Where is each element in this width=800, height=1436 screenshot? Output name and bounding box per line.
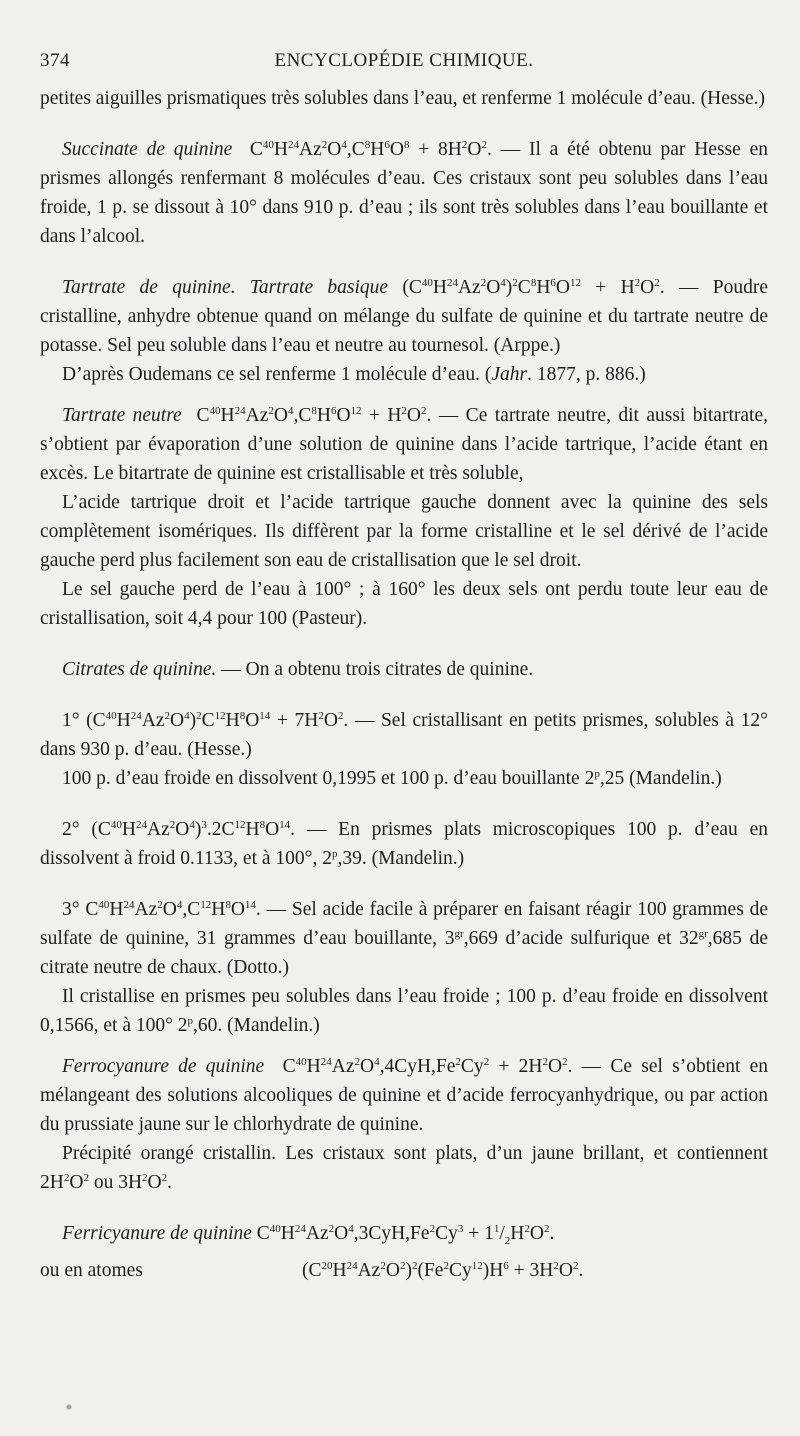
page-body [40,84,768,1285]
paragraph-succinate: Succinate de quinine $C^{40}H^{24}Az^2O^4,C^8H^6O^8 + 8H^2O^2$. — Il a été obtenu par Hesse en prismes allongés renfermant 8 molécules d’eau. Ces cristaux sont peu solubles dans l’eau froide, 1 p. se dissout à 10° dans 910 p. d’eau ; ils sont très solubles dans l’eau bouillante et dans l’alcool. [40,139,768,247]
formula-citrate-1: $(C^{40}H^{24}Az^2O^4)^2C^{12}H^8O^{14} + 7H^2O^2$ [86,710,344,731]
heading-tartrate-basique: Tartrate de quinine. Tartrate basique [62,277,389,298]
formula-tartrate-basique: $(C^{40}H^{24}Az^2O^4)^2C^8H^6O^{12} + H^2O^2$ [402,277,660,298]
formula-ferricyanure: $C^{40}H^{24}Az^2O^4,3CyH,Fe^2Cy^3 + 1^1/_2H^2O^2$. [256,1223,555,1247]
paragraph-citrates: Citrates de quinine. — On a obtenu trois citrates de quinine. [62,659,534,680]
formula-succinate: $C^{40}H^{24}Az^2O^4,C^8H^6O^8 + 8H^2O^2$ [249,139,487,160]
heading-tartrate-neutre: Tartrate neutre [62,405,182,426]
heading-ferrocyanure: Ferrocyanure de quinine [62,1056,265,1077]
page-header [40,50,768,76]
ink-speck [62,1400,76,1414]
paragraph-tartrate-neutre: Tartrate neutre $C^{40}H^{24}Az^2O^4,C^8H^6O^{12} + H^2O^2$. — Ce tartrate neutre, dit aussi bitartrate, s’obtient par évaporation d’une solution de quinine dans l’acide tartrique, l’acide étant en excès. Le bitartrate de quinine est cristallisable et très soluble, [40,405,768,484]
paragraph-sel-gauche: Le sel gauche perd de l’eau à 100° ; à 160° les deux sels ont perdu toute leur eau de cristallisation, soit 4,4 pour 100 (Pasteur). [40,579,768,629]
paragraph-continuation: petites aiguilles prismatiques très solubles dans l’eau, et renferme 1 molécule d’eau. (Hesse.) [40,88,766,109]
formula-ferricyanure-atoms: $(C^{20}H^{24}Az^2O^2)^2(Fe^2Cy^{12})H^6 + 3H^2O^2$. [302,1259,584,1281]
formula-citrate-2: $(C^{40}H^{24}Az^2O^4)^3.2C^{12}H^8O^{14}$ [91,819,291,840]
paragraph-ferricyanure [40,1219,768,1256]
heading-citrates: Citrates de quinine. [62,659,217,680]
paragraph-citrate-3: 3° $C^{40}H^{24}Az^2O^4,C^{12}H^8O^{14}$. — Sel acide facile à préparer en faisant réagir 100 grammes de sulfate de quinine, 31 grammes d’eau bouillante, $3^{gr},669$ d’acide sulfurique et $32^{gr},685$ de citrate neutre de chaux. (Dotto.) [40,899,769,978]
atoms-label: ou en atomes [40,1259,143,1281]
paragraph-citrate-1: 1° $(C^{40}H^{24}Az^2O^4)^2C^{12}H^8O^{14} + 7H^2O^2$. — Sel cristallisant en petits prismes, solubles à 12° dans 930 p. d’eau. (Hesse.) [40,710,768,760]
paragraph-citrate-1-solubility: 100 p. d’eau froide en dissolvent 0,1995 et 100 p. d’eau bouillante 2$^p$,25 (Mandelin.) [62,768,722,789]
paragraph-oudemans: D’après Oudemans ce sel renferme 1 molécule d’eau. (Jahr. 1877, p. 886.) [62,364,646,385]
paragraph-tartrate-basique: Tartrate de quinine. Tartrate basique $(C^{40}H^{24}Az^2O^4)^2C^8H^6O^{12} + H^2O^2$. — Poudre cristalline, anhydre obtenue quand on mélange du sulfate de quinine et du tartrate neutre de potasse. Sel peu soluble dans l’eau et neutre au tournesol. (Arppe.) [40,277,768,356]
heading-ferricyanure: Ferricyanure de quinine [62,1223,252,1244]
paragraph-ferrocyanure: Ferrocyanure de quinine $C^{40}H^{24}Az^2O^4,4CyH,Fe^2Cy^2 + 2H^2O^2$. — Ce sel s’obtient en mélangeant des solutions alcooliques de quinine et d’acide ferrocyanhydrique, ou par action du prussiate jaune sur le chlorhydrate de quinine. [40,1056,768,1135]
running-title: ENCYCLOPÉDIE CHIMIQUE. [274,50,534,71]
page-number: 374 [40,50,70,71]
paragraph-citrate-3-solubility: Il cristallise en prismes peu solubles dans l’eau froide ; 100 p. d’eau froide en dissolvent 0,1566, et à 100° 2$^p$,60. (Mandelin.) [40,986,768,1036]
formula-tartrate-neutre: $C^{40}H^{24}Az^2O^4,C^8H^6O^{12} + H^2O^2$ [196,405,427,426]
paragraph-citrate-2: 2° $(C^{40}H^{24}Az^2O^4)^3.2C^{12}H^8O^{14}$. — En prismes plats microscopiques 100 p. d’eau en dissolvent à froid 0.1133, et à 100°, 2$^p$,39. (Mandelin.) [40,819,769,869]
paragraph-isomeres: L’acide tartrique droit et l’acide tartrique gauche donnent avec la quinine des sels complètement isomériques. Ils diffèrent par la forme cristalline et le sel dérivé de l’acide gauche perd plus facilement son eau de cristallisation que le sel droit. [40,492,768,571]
formula-citrate-3: $C^{40}H^{24}Az^2O^4,C^{12}H^8O^{14}$ [85,899,256,920]
paragraph-precipite: Précipité orangé cristallin. Les cristaux sont plats, d’un jaune brillant, et contiennent $2H^2O^2$ ou $3H^2O^2$. [40,1143,768,1193]
ferricyanure-atoms-line [40,1256,768,1285]
heading-succinate: Succinate de quinine [62,139,233,160]
formula-ferrocyanure: $C^{40}H^{24}Az^2O^4,4CyH,Fe^2Cy^2 + 2H^2O^2$ [282,1056,568,1077]
